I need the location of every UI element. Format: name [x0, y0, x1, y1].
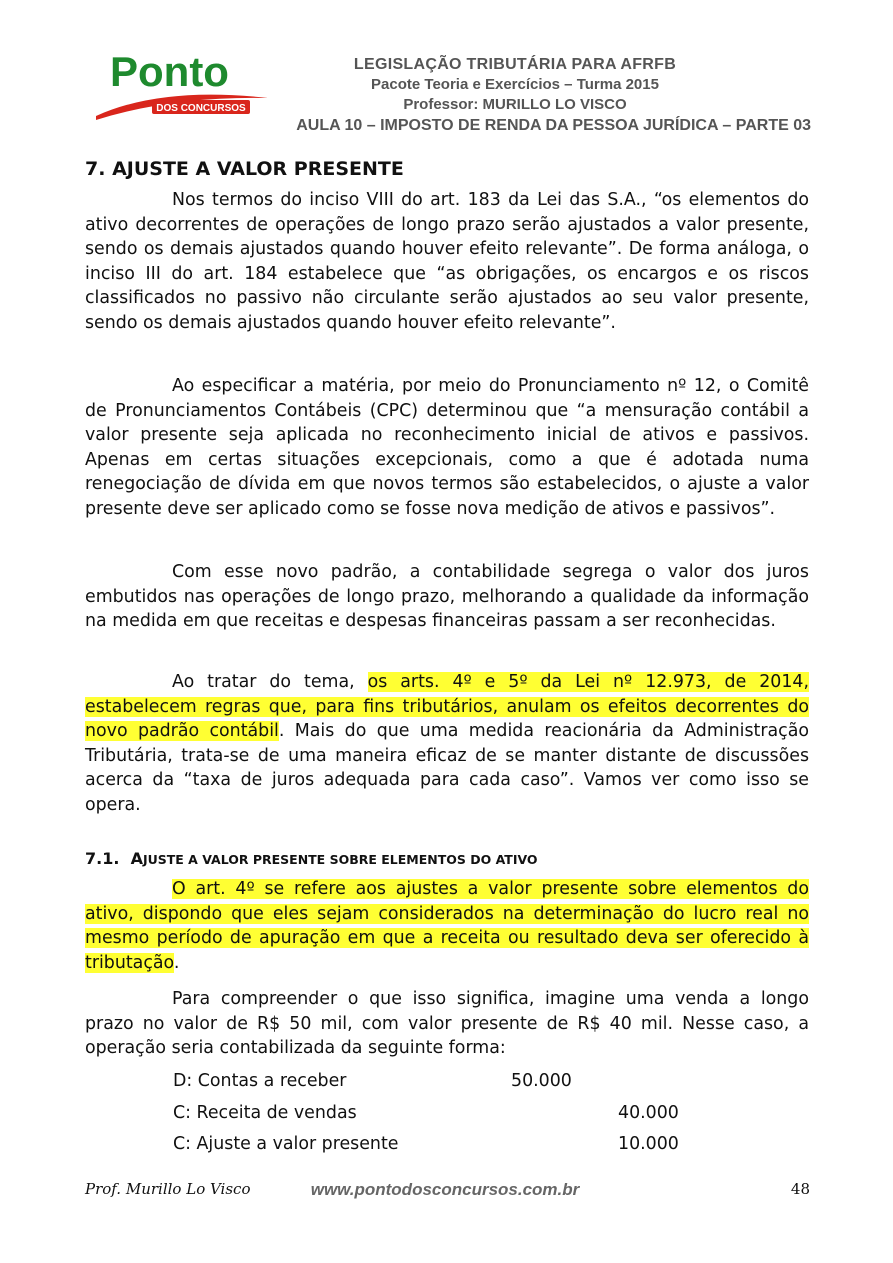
highlighted-text: O art. 4º se refere aos ajustes a valor presente sobre elementos do ativo, dispondo que eles sejam considerados na determinação do lucro real no mesmo período de apuração em que a receita ou resultado deva ser oferecido à tributação: [85, 879, 809, 973]
accounting-entries: [173, 1071, 693, 1166]
entry-row: [173, 1071, 693, 1103]
paragraph-6: Para compreender o que isso significa, imagine uma venda a longo prazo no valor de R$ 50 mil, com valor presente de R$ 40 mil. Nesse caso, a operação seria contabilizada da seguinte forma:: [85, 989, 809, 1059]
header-package: Pacote Teoria e Exercícios – Turma 2015: [371, 76, 659, 93]
entry-credit: 10.000: [618, 1134, 679, 1154]
subsection-number: 7.1.: [85, 849, 120, 868]
section-title: AJUSTE A VALOR PRESENTE: [112, 158, 404, 180]
paragraph-1: Nos termos do inciso VIII do art. 183 da Lei das S.A., “os elementos do ativo decorrentes de operações de longo prazo serão ajustados a valor presente, sendo os demais ajustados quando houver efeito relevante”. De forma análoga, o inciso III do art. 184 estabelece que “as obrigações, os encargos e os riscos classificados no passivo não circulante serão ajustados ao seu valor presente, sendo os demais ajustados quando houver efeito relevante”.: [85, 190, 809, 333]
footer-author: Prof. Murillo Lo Visco: [85, 1180, 251, 1198]
paragraph-3: Com esse novo padrão, a contabilidade segrega o valor dos juros embutidos nas operações de longo prazo, melhorando a qualidade da informação na medida em que receitas e despesas financeiras passam a ser reconhecidas.: [85, 562, 809, 632]
paragraph-5: [85, 877, 809, 975]
paragraph-4: [85, 670, 809, 818]
subsection-title-initial: A: [130, 849, 143, 868]
entry-label: C: Receita de vendas: [173, 1102, 357, 1123]
paragraph-4-text: . Mais do que uma medida reacionária da Administração Tributária, trata-se de uma maneira eficaz de se manter distante de discussões acerca da “taxa de juros adequada para cada caso”. Vamos ver como isso se opera.: [85, 721, 810, 815]
entry-label: D: Contas a receber: [173, 1071, 347, 1091]
entry-row: [173, 1103, 693, 1135]
header-lesson: AULA 10 – IMPOSTO DE RENDA DA PESSOA JURÍDICA – PARTE 03: [296, 117, 811, 134]
subsection-title: JUSTE A VALOR PRESENTE SOBRE ELEMENTOS DO ATIVO: [142, 852, 538, 867]
entry-debit: 50.000: [511, 1071, 572, 1091]
paragraph-2: Ao especificar a matéria, por meio do Pronunciamento nº 12, o Comitê de Pronunciamentos Contábeis (CPC) determinou que “a mensuração contábil a valor presente seja aplicada no reconhecimento inicial de ativos e passivos. Apenas em certas situações excepcionais, como a que é adotada numa renegociação de dívida em que novos termos são estabelecidos, o ajuste a valor presente deve ser aplicado como se fosse nova medição de ativos e passivos”.: [85, 376, 809, 519]
logo-icon: [92, 46, 272, 126]
section-heading: [85, 158, 404, 180]
header-course-title: LEGISLAÇÃO TRIBUTÁRIA PARA AFRFB: [353, 56, 677, 73]
paragraph-5-text: .: [173, 952, 180, 973]
highlighted-text: os arts. 4º e 5º da Lei nº 12.973, de 2014, estabelecem regras que, para fins tributários, anulam os efeitos decorrentes do novo padrão contábil: [85, 672, 810, 742]
svg-text:DOS CONCURSOS: DOS CONCURSOS: [156, 103, 246, 114]
entry-row: [173, 1134, 693, 1166]
ponto-dos-concursos-logo: [92, 46, 272, 126]
section-number: 7.: [85, 158, 106, 180]
paragraph-4-text: Ao tratar do tema,: [172, 672, 368, 692]
footer-website-link[interactable]: www.pontodosconcursos.com.br: [310, 1180, 580, 1199]
entry-label: C: Ajuste a valor presente: [173, 1134, 399, 1154]
page-number: 48: [790, 1180, 810, 1198]
header-professor: Professor: MURILLO LO VISCO: [403, 96, 627, 113]
entry-credit: 40.000: [618, 1102, 679, 1123]
subsection-heading: [85, 849, 538, 868]
svg-text:Ponto: Ponto: [110, 48, 229, 95]
